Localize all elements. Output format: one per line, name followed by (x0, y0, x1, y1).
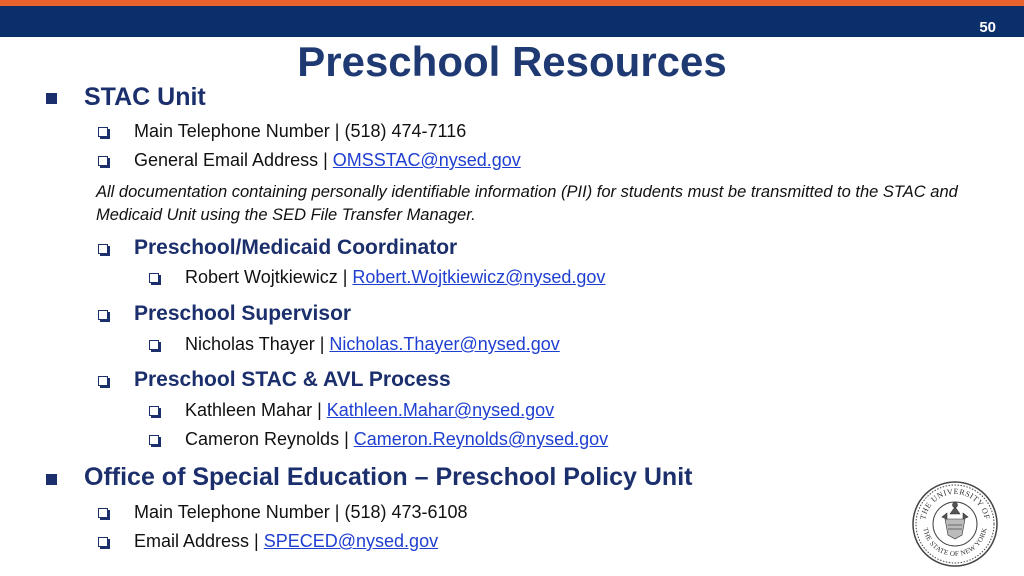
coordinator-heading: Preschool/Medicaid Coordinator (134, 236, 458, 259)
bullet-box-icon (149, 340, 159, 350)
contact-name: Cameron Reynolds | (185, 429, 354, 449)
bullet-box-icon (149, 406, 159, 416)
contact-email-link[interactable]: Robert.Wojtkiewicz@nysed.gov (352, 267, 606, 287)
contact-row (185, 267, 605, 288)
stac-email-link[interactable]: OMSSTAC@nysed.gov (332, 150, 521, 170)
bullet-square-icon (46, 93, 57, 104)
contact-row (185, 400, 554, 421)
ose-heading: Office of Special Education – Preschool Policy Unit (84, 463, 693, 491)
header-bar (0, 6, 1024, 37)
university-seal-icon (912, 481, 998, 567)
ose-email-row (134, 531, 438, 552)
pii-note: All documentation containing personally identifiable information (PII) for students must be transmitted to the STAC and Medicaid Unit using the SED File Transfer Manager. (96, 183, 958, 224)
contact-row (185, 429, 608, 450)
stac-phone: Main Telephone Number | (518) 474-7116 (134, 121, 467, 141)
bullet-box-icon (149, 273, 159, 283)
supervisor-heading: Preschool Supervisor (134, 302, 352, 325)
bullet-box-icon (98, 310, 108, 320)
contact-name: Nicholas Thayer | (185, 334, 330, 354)
ose-email-label: Email Address | (134, 531, 264, 551)
bullet-box-icon (98, 127, 108, 137)
bullet-box-icon (149, 435, 159, 445)
ose-email-link[interactable]: SPECED@nysed.gov (263, 531, 439, 551)
contact-row (185, 334, 560, 355)
contact-name: Robert Wojtkiewicz | (185, 267, 353, 287)
bullet-box-icon (98, 508, 108, 518)
bullet-box-icon (98, 537, 108, 547)
contact-email-link[interactable]: Cameron.Reynolds@nysed.gov (353, 429, 609, 449)
contact-name: Kathleen Mahar | (185, 400, 327, 420)
contact-email-link[interactable]: Kathleen.Mahar@nysed.gov (326, 400, 555, 420)
slide-title: Preschool Resources (297, 38, 727, 85)
stac-heading: STAC Unit (84, 83, 206, 111)
slide-number: 50 (979, 19, 996, 36)
bullet-box-icon (98, 156, 108, 166)
bullet-box-icon (98, 244, 108, 254)
ose-phone: Main Telephone Number | (518) 473-6108 (134, 502, 468, 522)
bullet-square-icon (46, 474, 57, 485)
avl-heading: Preschool STAC & AVL Process (134, 368, 451, 391)
contact-email-link[interactable]: Nicholas.Thayer@nysed.gov (329, 334, 560, 354)
seal-bottom-text: THE STATE OF NEW YORK (921, 526, 989, 559)
stac-email-label: General Email Address | (134, 150, 333, 170)
bullet-box-icon (98, 376, 108, 386)
stac-email-row (134, 150, 521, 171)
seal-top-text: THE UNIVERSITY OF (918, 486, 992, 521)
